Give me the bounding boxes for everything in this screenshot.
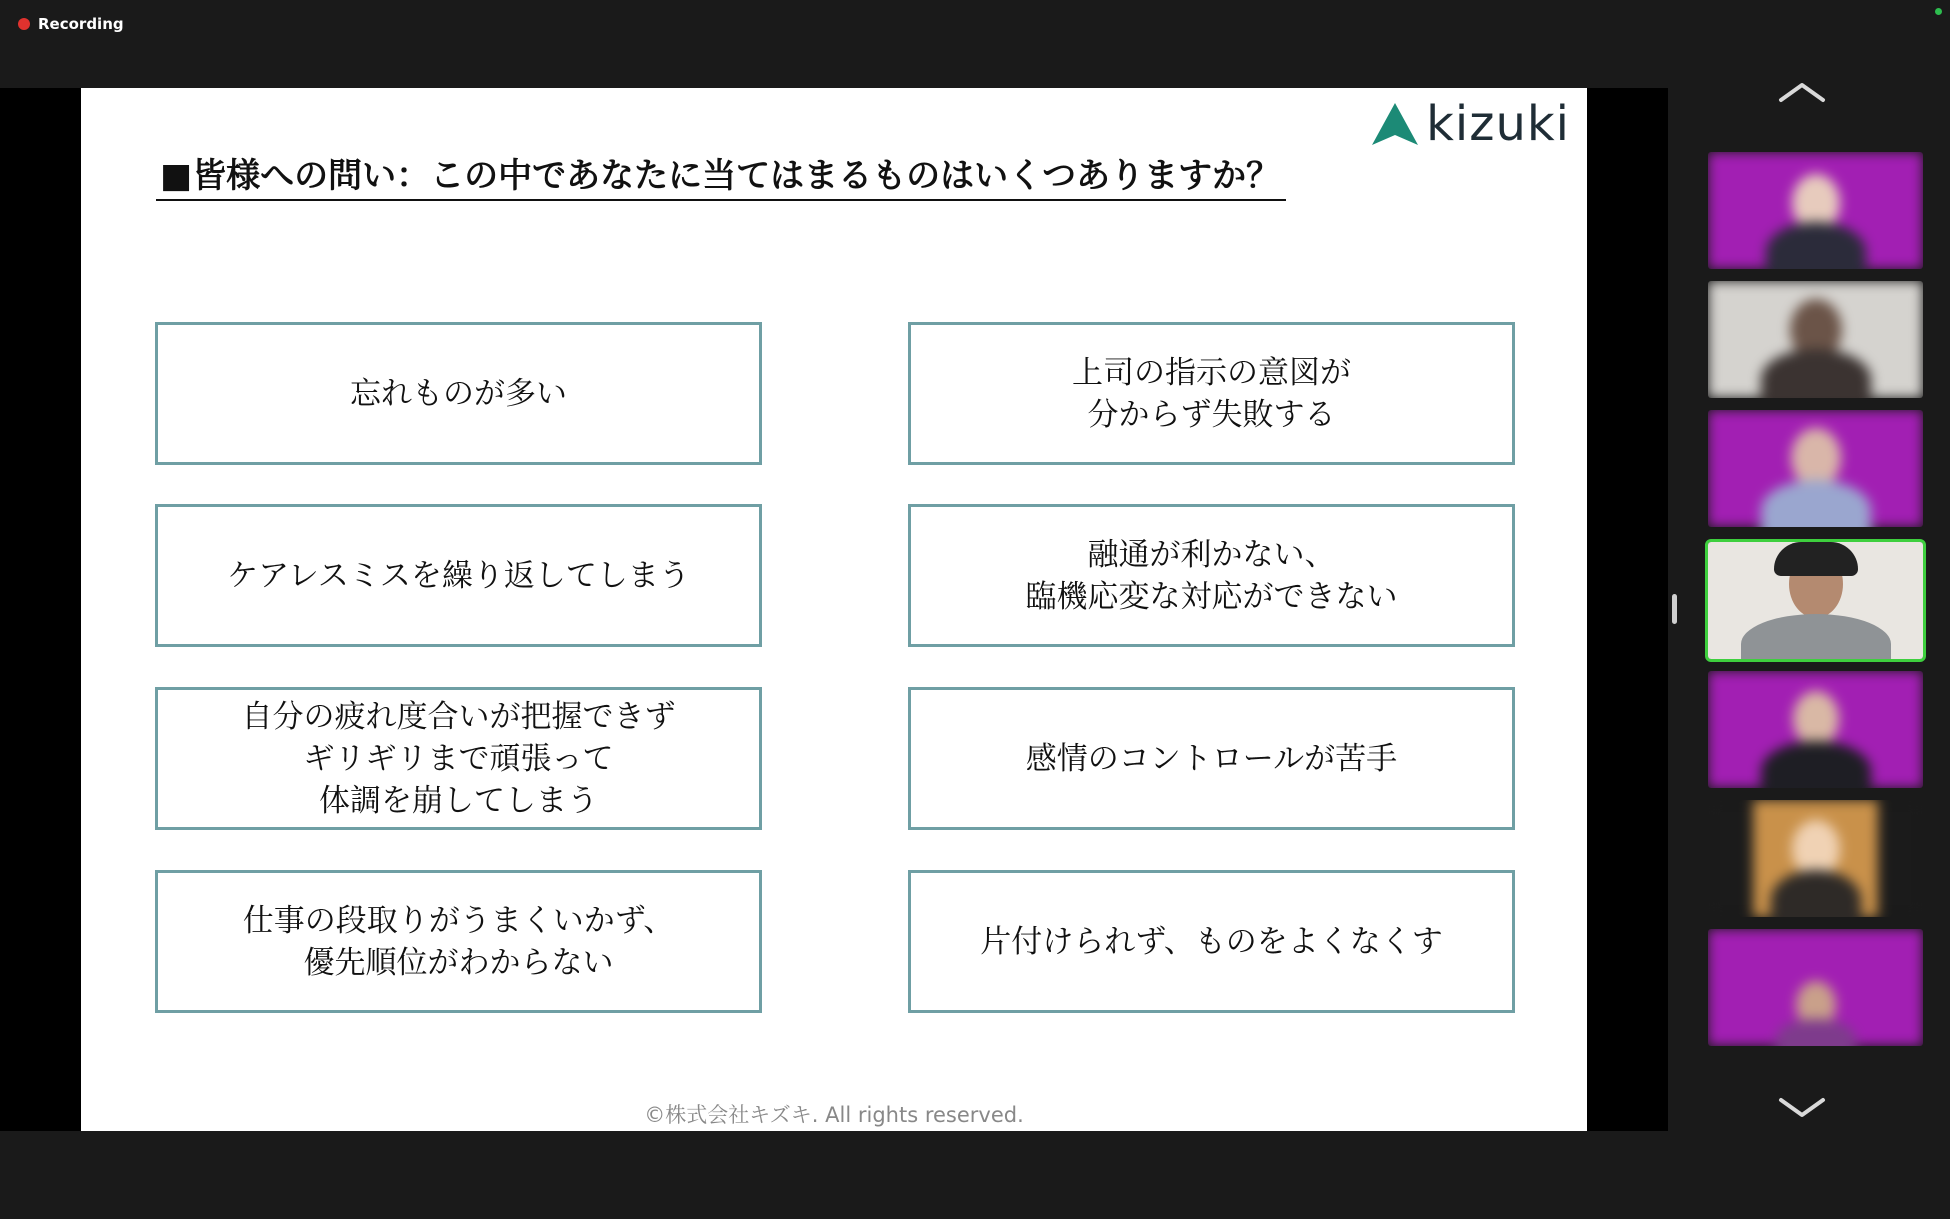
slide-title: ■皆様への問い：この中であなたに当てはまるものはいくつありますか？ xyxy=(156,148,1286,201)
question-box-2: 上司の指示の意図が 分からず失敗する xyxy=(908,322,1515,465)
chevron-down-icon[interactable] xyxy=(1778,1096,1826,1120)
recording-dot-icon xyxy=(18,18,30,30)
question-box-6: 感情のコントロールが苦手 xyxy=(908,687,1515,830)
recording-indicator[interactable] xyxy=(18,15,124,33)
question-box-5: 自分の疲れ度合いが把握できず ギリギリまで頑張って 体調を崩してしまう xyxy=(155,687,762,830)
logo-text: kizuki xyxy=(1426,96,1570,152)
presentation-slide xyxy=(81,88,1587,1131)
participant-tile-3[interactable] xyxy=(1708,410,1923,527)
question-box-8: 片付けられず、ものをよくなくす xyxy=(908,870,1515,1013)
chevron-up-icon[interactable] xyxy=(1778,80,1826,104)
participant-gallery xyxy=(1668,88,1950,1131)
logo-triangle-icon xyxy=(1372,103,1418,145)
gallery-resize-handle[interactable] xyxy=(1672,594,1677,624)
top-bar xyxy=(0,0,1950,88)
bottom-bar xyxy=(0,1131,1950,1219)
question-box-1: 忘れものが多い xyxy=(155,322,762,465)
participant-tile-7[interactable] xyxy=(1708,929,1923,1046)
copyright-text: ©株式会社キズキ. All rights reserved. xyxy=(644,1103,1024,1127)
participant-tile-5[interactable] xyxy=(1708,671,1923,788)
screen-share-area xyxy=(0,88,1668,1131)
recording-label: Recording xyxy=(38,15,124,33)
question-box-4: 融通が利かない、 臨機応変な対応ができない xyxy=(908,504,1515,647)
question-box-7: 仕事の段取りがうまくいかず、 優先順位がわからない xyxy=(155,870,762,1013)
participant-tile-active-speaker[interactable] xyxy=(1708,542,1923,659)
participant-tile-1[interactable] xyxy=(1708,152,1923,269)
participant-tile-6[interactable] xyxy=(1708,800,1923,917)
kizuki-logo xyxy=(1372,96,1570,152)
status-dot-icon xyxy=(1935,8,1942,15)
question-box-3: ケアレスミスを繰り返してしまう xyxy=(155,504,762,647)
participant-tile-2[interactable] xyxy=(1708,281,1923,398)
